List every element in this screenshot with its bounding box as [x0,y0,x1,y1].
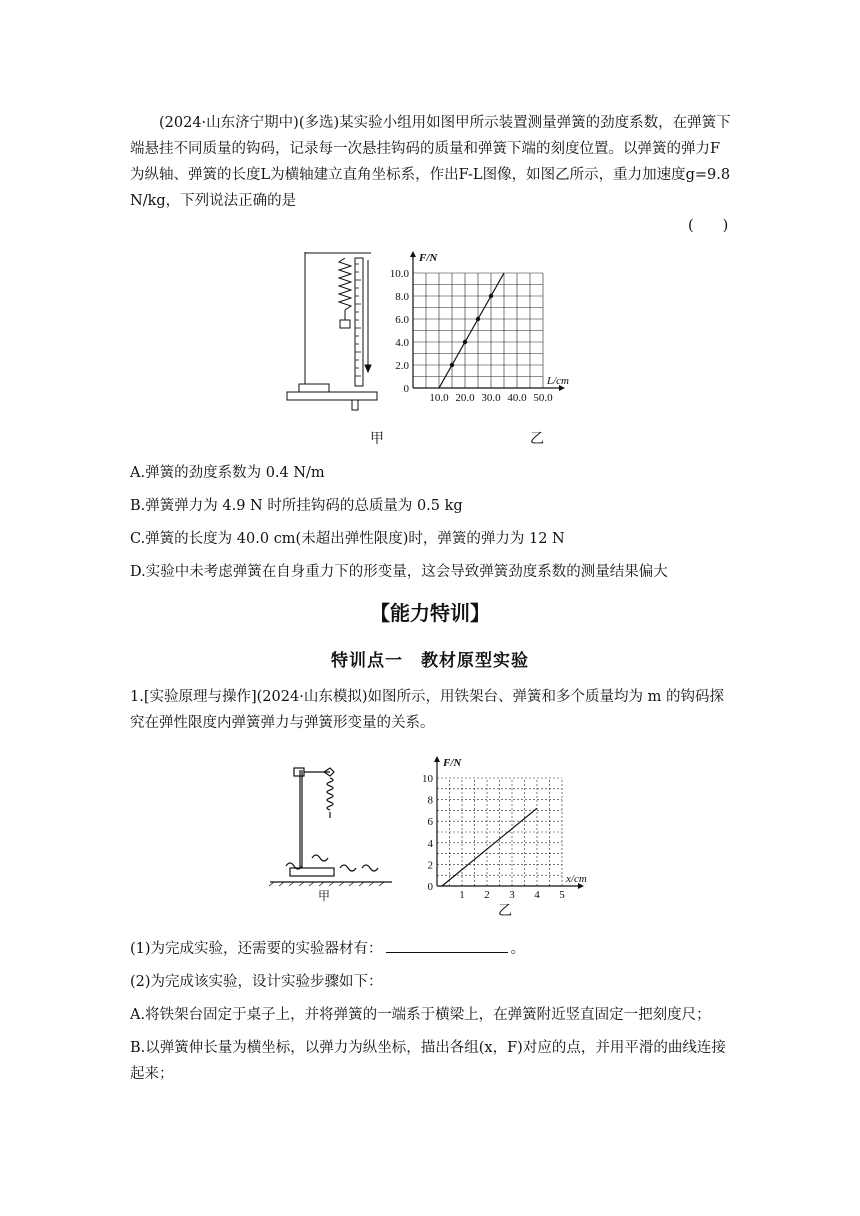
subsection-heading: 特训点一 教材原型实验 [331,651,529,671]
y-axis-arrow [410,251,416,257]
y-tick-label: 6 [427,816,433,829]
y-tick-label: 10 [422,773,433,785]
data-point [450,363,454,367]
x-tick-label: 30.0 [481,392,501,404]
f-l-chart [385,250,585,408]
sub-question-2: (2)为完成该实验，设计实验步骤如下： [130,974,383,990]
sub-question-1-text: (1)为完成实验，还需要的实验器材有： [130,941,383,957]
f-x-chart [415,756,595,906]
y-tick-label: 2.0 [395,360,409,372]
figure-label-jia: 甲 [370,431,384,447]
y-axis-arrow [434,756,440,762]
x-tick-label: 50.0 [533,392,553,404]
y-tick-label: 4.0 [395,337,409,349]
figure-label-yi: 乙 [530,431,544,447]
data-point [463,340,467,344]
y-tick-label: 8.0 [395,291,409,303]
x-axis-label: L/cm [547,375,569,387]
x-tick-label: 40.0 [507,392,527,404]
series-line [442,808,537,886]
answer-paren: ( ) [688,218,729,234]
step-a: A.将铁架台固定于桌子上，并将弹簧的一端系于横梁上，在弹簧附近竖直固定一把刻度尺； [130,1007,711,1023]
x-tick-label: 2 [484,889,490,901]
figure-label-jia-2: 甲 [318,889,331,903]
answer-blank[interactable] [386,938,508,953]
question-text: (2024·山东济宁期中)(多选)某实验小组用如图甲所示装置测量弹簧的劲度系数，在弹簧下端悬挂不同质量的钩码，记录每一次悬挂钩码的质量和弹簧下端的刻度位置。以弹簧的弹力F为纵轴、弹簧的长度L为横轴建立直角坐标系，作出F-L图像，如图乙所示，重力加速度g=9.8 N/kg，下列说法正确的是 [130,115,731,209]
y-axis-label: F/N [419,252,438,264]
x-tick-label: 20.0 [455,392,475,404]
option-c: C.弹簧的长度为 40.0 cm(未超出弹性限度)时，弹簧的弹力为 12 N [130,531,565,547]
y-axis-label: F/N [443,757,462,769]
y-tick-label: 2 [427,859,433,872]
x-tick-label: 5 [559,889,565,901]
y-tick-label: 10.0 [389,268,409,280]
x-tick-label: 1 [459,889,465,901]
step-b: B.以弹簧伸长量为横坐标，以弹力为纵坐标，描出各组(x，F)对应的点，并用平滑的曲线连接起来； [130,1040,726,1082]
question-1-stem: 1.[实验原理与操作](2024·山东模拟)如图所示，用铁架台、弹簧和多个质量均为 m 的钩码探究在弹性限度内弹簧弹力与弹簧形变量的关系。 [130,689,724,731]
data-point [489,294,493,298]
x-tick-label: 10.0 [429,392,449,404]
sub-question-1-end: 。 [510,941,526,957]
x-tick-label: 3 [509,889,515,901]
y-tick-label: 8 [427,794,433,807]
option-d: D.实验中未考虑弹簧在自身重力下的形变量，这会导致弹簧劲度系数的测量结果偏大 [130,564,668,580]
figure-label-yi-2: 乙 [498,903,512,919]
x-axis-label: x/cm [566,873,587,885]
section-heading: 【能力特训】 [370,601,490,625]
y-tick-label: 6.0 [395,314,409,326]
data-point [476,317,480,321]
sub-question-1 [130,936,732,962]
question-stem [130,110,732,214]
option-b: B.弹簧弹力为 4.9 N 时所挂钩码的总质量为 0.5 kg [130,498,463,514]
y-tick-label: 0 [427,881,433,893]
x-tick-label: 4 [534,889,540,901]
y-tick-label: 0 [403,383,409,395]
apparatus-figure [285,250,380,412]
y-tick-label: 4 [427,837,433,850]
option-a: A.弹簧的劲度系数为 0.4 N/m [130,465,325,481]
iron-stand-figure [266,758,396,903]
